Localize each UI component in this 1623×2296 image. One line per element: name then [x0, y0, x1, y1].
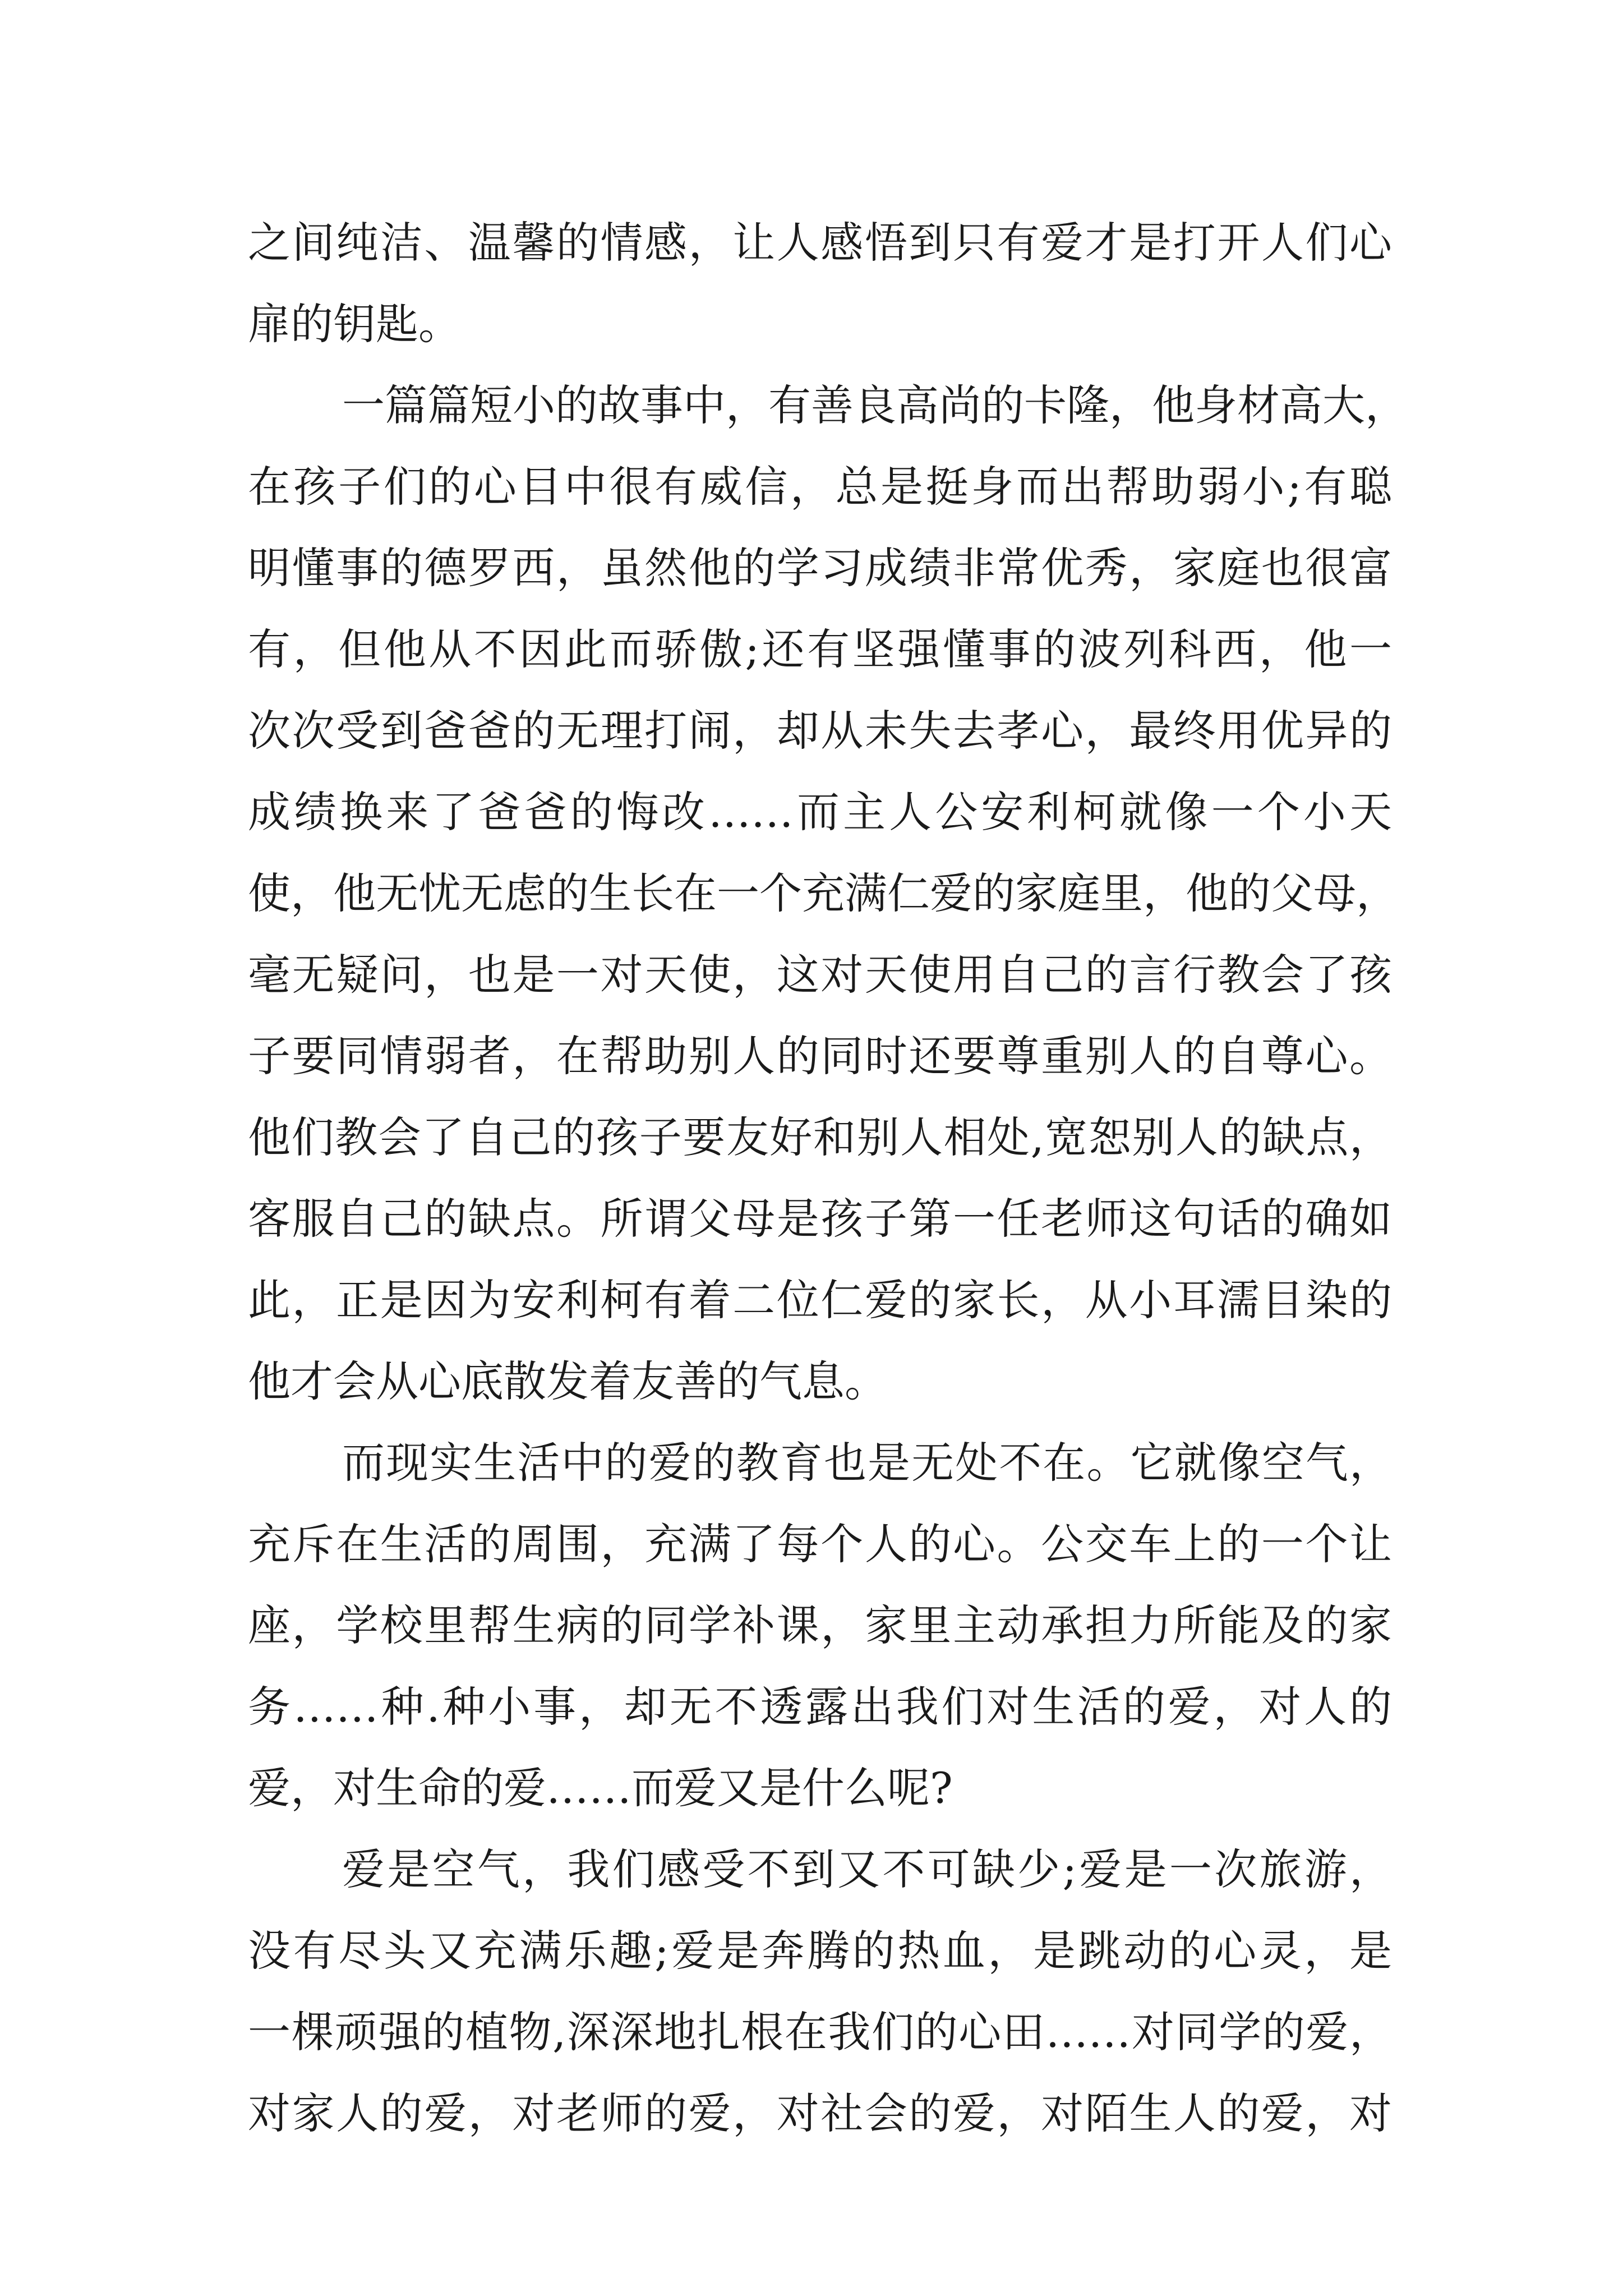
text-line: 而现实生活中的爱的教育也是无处不在。它就像空气， [342, 1438, 1392, 1488]
text-line: 之间纯洁、温馨的情感，让人感悟到只有爱才是打开人们心 [248, 218, 1392, 268]
text-line: 毫无疑问，也是一对天使，这对天使用自己的言行教会了孩 [248, 950, 1392, 1000]
text-line: 务……种.种小事，却无不透露出我们对生活的爱，对人的 [248, 1682, 1392, 1732]
text-line: 爱，对生命的爱……而爱又是什么呢? [248, 1763, 953, 1813]
text-line: 成绩换来了爸爸的悔改……而主人公安利柯就像一个小天 [248, 787, 1392, 837]
text-line: 有，但他从不因此而骄傲;还有坚强懂事的波列科西，他一 [248, 624, 1392, 674]
text-line: 明懂事的德罗西，虽然他的学习成绩非常优秀，家庭也很富 [248, 543, 1392, 593]
text-line: 扉的钥匙。 [248, 299, 461, 349]
text-line: 充斥在生活的周围，充满了每个人的心。公交车上的一个让 [248, 1519, 1392, 1569]
text-line: 他们教会了自己的孩子要友好和别人相处,宽恕别人的缺点， [248, 1112, 1392, 1162]
text-line: 次次受到爸爸的无理打闹，却从未失去孝心，最终用优异的 [248, 706, 1392, 756]
text-line: 使，他无忧无虑的生长在一个充满仁爱的家庭里，他的父母， [248, 868, 1399, 918]
text-line: 子要同情弱者，在帮助别人的同时还要尊重别人的自尊心。 [248, 1031, 1392, 1081]
text-line: 座，学校里帮生病的同学补课，家里主动承担力所能及的家 [248, 1600, 1392, 1650]
text-line: 爱是空气，我们感受不到又不可缺少;爱是一次旅游， [342, 1844, 1392, 1894]
text-line: 此，正是因为安利柯有着二位仁爱的家长，从小耳濡目染的 [248, 1275, 1392, 1325]
text-line: 一棵顽强的植物,深深地扎根在我们的心田……对同学的爱， [248, 2007, 1392, 2057]
text-line: 他才会从心底散发着友善的气息。 [248, 1356, 887, 1406]
body-text [248, 202, 1408, 2154]
text-line: 在孩子们的心目中很有威信，总是挺身而出帮助弱小;有聪 [248, 462, 1392, 512]
text-line: 一篇篇短小的故事中，有善良高尚的卡隆，他身材高大， [342, 380, 1408, 430]
text-line: 客服自己的缺点。所谓父母是孩子第一任老师这句话的确如 [248, 1194, 1392, 1244]
text-line: 对家人的爱，对老师的爱，对社会的爱，对陌生人的爱，对 [248, 2088, 1392, 2138]
text-line: 没有尽头又充满乐趣;爱是奔腾的热血，是跳动的心灵，是 [248, 1926, 1392, 1976]
